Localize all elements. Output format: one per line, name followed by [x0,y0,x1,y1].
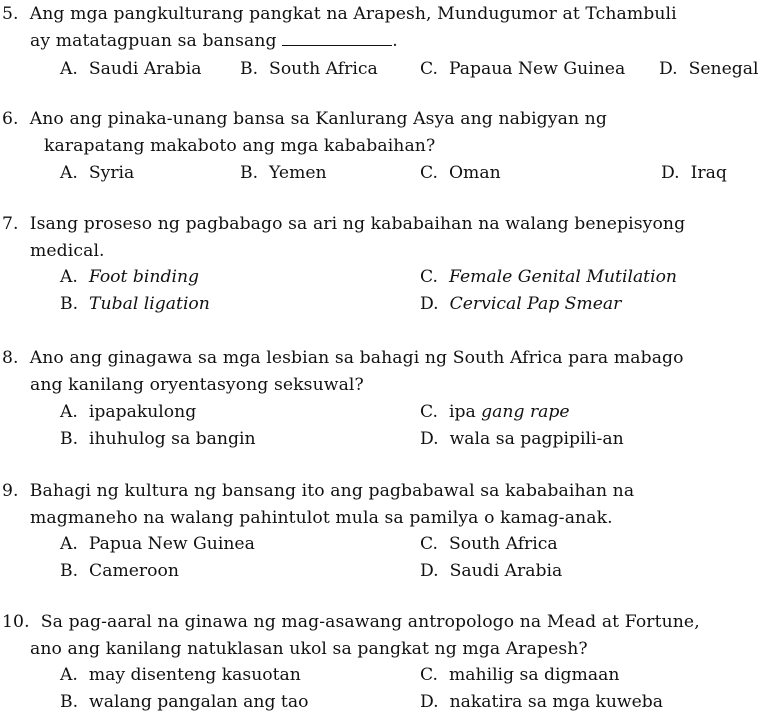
question-5-line-2 [30,30,398,52]
option-d: D. Senegal [659,59,759,79]
question-text: Ano ang pinaka-unang bansa sa Kanlurang Asya ang nabigyan ng [29,109,607,129]
blank-suffix: . [392,31,398,51]
option-c: C. Papaua New Guinea [420,59,626,79]
question-number: 5. [2,4,19,24]
question-text: Isang proseso ng pagbabago sa ari ng kababaihan na walang benepisyong [29,214,686,234]
option-c: C. ipa gang rape [420,402,570,422]
question-10-line-2 [30,638,588,660]
question-text: Ano ang ginagawa sa mga lesbian sa bahagi ng South Africa para mabago [29,348,684,368]
question-8-line-1 [2,347,684,369]
option-d: D. wala sa pagpipili-an [420,429,624,449]
question-8-line-2 [30,374,364,396]
option-a: A. Papua New Guinea [60,534,255,554]
option-a: A. ipapakulong [60,402,197,422]
option-c: C. Female Genital Mutilation [420,267,678,287]
option-c: C. South Africa [420,534,558,554]
question-9-line-2 [30,507,613,529]
question-text: Bahagi ng kultura ng bansang ito ang pagbabawal sa kababaihan na [29,481,635,501]
question-text: Sa pag-aaral na ginawa ng mag-asawang antropologo na Mead at Fortune, [40,612,700,632]
question-10-line-1 [2,611,700,633]
question-5-line-1 [2,3,677,25]
question-number: 6. [2,109,19,129]
option-b: B. Yemen [240,163,327,183]
option-d: D. Saudi Arabia [420,561,563,581]
option-a: A. Syria [60,163,135,183]
option-c: C. mahilig sa digmaan [420,665,620,685]
question-6-line-2 [44,135,435,157]
question-text: Ang mga pangkulturang pangkat na Arapesh, Mundugumor at Tchambuli [29,4,677,24]
option-b: B. ihuhulog sa bangin [60,429,256,449]
question-text: ay matatagpuan sa bansang [30,31,277,51]
question-text: medical. [30,241,105,261]
question-text: karapatang makaboto ang mga kababaihan? [44,136,436,156]
question-text: magmaneho na walang pahintulot mula sa pamilya o kamag-anak. [30,508,613,528]
option-d: D. Cervical Pap Smear [420,294,622,314]
option-b: B. Cameroon [60,561,179,581]
option-b: B. South Africa [240,59,378,79]
option-a: A. may disenteng kasuotan [60,665,301,685]
option-a: A. Saudi Arabia [60,59,202,79]
question-number: 9. [2,481,19,501]
option-b: B. Tubal ligation [60,294,210,314]
option-a: A. Foot binding [60,267,200,287]
question-6-line-1 [2,108,607,130]
option-d: D. nakatira sa mga kuweba [420,692,664,712]
question-number: 7. [2,214,19,234]
answer-blank [282,31,392,46]
question-text: ano ang kanilang natuklasan ukol sa pangkat ng mga Arapesh? [30,639,588,659]
option-b: B. walang pangalan ang tao [60,692,309,712]
question-text: ang kanilang oryentasyong seksuwal? [30,375,364,395]
question-number: 10. [2,612,30,632]
question-number: 8. [2,348,19,368]
question-9-line-1 [2,480,634,502]
option-c: C. Oman [420,163,501,183]
option-d: D. Iraq [661,163,727,183]
question-7-line-1 [2,213,685,235]
question-7-line-2 [30,240,105,262]
